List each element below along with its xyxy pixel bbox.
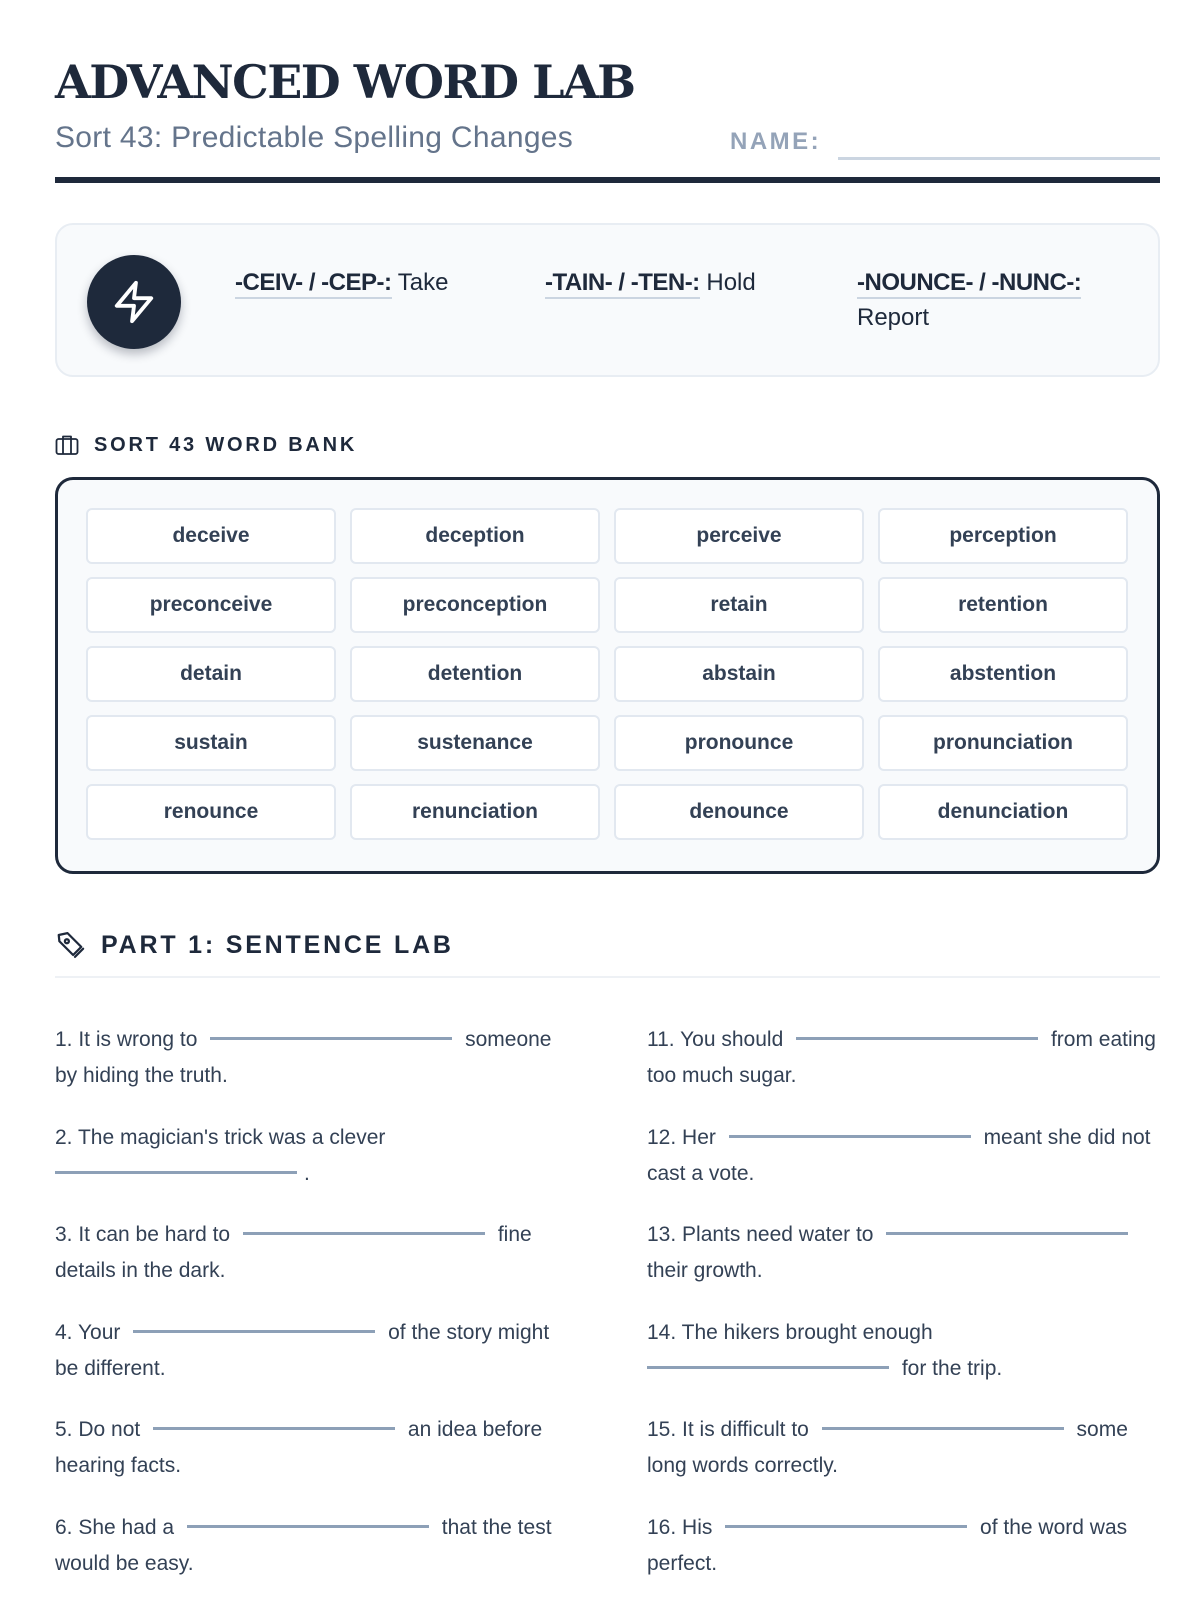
- sentence-text-after: their growth.: [647, 1259, 763, 1282]
- page-subtitle: Sort 43: Predictable Spelling Changes: [55, 121, 574, 154]
- sentence-item: [55, 1510, 565, 1600]
- word-chip: abstain: [614, 646, 864, 702]
- answer-blank[interactable]: [796, 1037, 1038, 1040]
- worksheet-page: [55, 0, 1160, 1575]
- word-chip: denounce: [614, 784, 864, 840]
- answer-blank[interactable]: [243, 1232, 485, 1235]
- sentence-text-after: of the story might be different.: [55, 1320, 550, 1380]
- sentence-text-before: 16. His: [647, 1515, 713, 1539]
- sentence-item: [647, 1315, 1157, 1413]
- sentence-item: [55, 1217, 565, 1315]
- sentence-text-before: 15. It is difficult to: [647, 1418, 809, 1441]
- answer-blank[interactable]: [729, 1135, 971, 1138]
- sentence-text-before: 5. Do not: [55, 1418, 141, 1441]
- word-chip: deception: [350, 508, 600, 564]
- word-chip: renunciation: [350, 784, 600, 840]
- sentences-right-column: [647, 1022, 1157, 1600]
- sentence-text-before: 2. The magician's trick was a clever: [55, 1125, 386, 1149]
- sentence-item: [647, 1022, 1157, 1120]
- word-chip: detain: [86, 646, 336, 702]
- word-chip: preconceive: [86, 577, 336, 633]
- word-chip: pronounce: [614, 715, 864, 771]
- sentence-text-before: 12. Her: [647, 1125, 716, 1149]
- root-meaning: Take: [397, 269, 449, 296]
- root-key: -TAIN- / -TEN-:: [545, 269, 700, 299]
- word-bank-title: SORT 43 WORD BANK: [94, 433, 358, 456]
- word-chip: perceive: [614, 508, 864, 564]
- roots-card: [55, 223, 1160, 377]
- sentence-text-before: 13. Plants need water to: [647, 1223, 874, 1246]
- root-tain: [545, 265, 756, 300]
- answer-blank[interactable]: [55, 1171, 297, 1174]
- root-key: -CEIV- / -CEP-:: [235, 269, 392, 299]
- sentence-text-before: 1. It is wrong to: [55, 1028, 198, 1051]
- sentence-item: [55, 1022, 565, 1120]
- word-chip: sustenance: [350, 715, 600, 771]
- word-chip: retention: [878, 577, 1128, 633]
- answer-blank[interactable]: [725, 1525, 967, 1528]
- sentence-text-after: someone by hiding the truth.: [55, 1028, 552, 1087]
- answer-blank[interactable]: [153, 1427, 395, 1430]
- briefcase-icon: [55, 434, 79, 456]
- answer-blank[interactable]: [886, 1232, 1128, 1235]
- word-bank-heading: [55, 432, 357, 458]
- word-chip: retain: [614, 577, 864, 633]
- pen-tool-icon: [55, 930, 85, 960]
- sentence-text-after: fine details in the dark.: [55, 1223, 532, 1282]
- divider: [55, 976, 1160, 978]
- sentence-text-after: meant she did not cast a vote.: [647, 1125, 1151, 1185]
- word-chip: renounce: [86, 784, 336, 840]
- sentence-item: [647, 1217, 1157, 1315]
- sentence-text-after: for the trip.: [901, 1356, 1003, 1380]
- word-chip: pronunciation: [878, 715, 1128, 771]
- name-label: NAME:: [730, 128, 822, 155]
- sentence-item: [647, 1510, 1157, 1600]
- answer-blank[interactable]: [822, 1427, 1064, 1430]
- sentences-left-column: [55, 1022, 565, 1600]
- root-meaning: Hold: [706, 269, 756, 296]
- sentence-text-before: 14. The hikers brought enough: [647, 1320, 933, 1344]
- sentence-text-after: .: [304, 1161, 310, 1185]
- sentence-text-after: an idea before hearing facts.: [55, 1418, 543, 1477]
- sentence-item: [647, 1412, 1157, 1510]
- header: [55, 0, 1160, 183]
- word-chip: deceive: [86, 508, 336, 564]
- word-chip: denunciation: [878, 784, 1128, 840]
- sentence-text-after: some long words correctly.: [647, 1418, 1128, 1477]
- answer-blank[interactable]: [133, 1330, 375, 1333]
- word-chip: preconception: [350, 577, 600, 633]
- sentence-text-before: 4. Your: [55, 1320, 121, 1344]
- word-chip: sustain: [86, 715, 336, 771]
- sentence-item: [647, 1120, 1157, 1218]
- word-chip: abstention: [878, 646, 1128, 702]
- root-ceiv: [235, 265, 448, 300]
- sentence-text-after: that the test would be easy.: [55, 1515, 552, 1575]
- page-title: ADVANCED WORD LAB: [55, 55, 635, 109]
- part1-title: PART 1: SENTENCE LAB: [101, 930, 454, 959]
- root-nounce: [857, 265, 1117, 335]
- sentence-item: [55, 1315, 565, 1413]
- part1-heading: [55, 928, 454, 962]
- name-input-line[interactable]: [838, 157, 1160, 160]
- word-bank-grid: [86, 508, 1128, 840]
- word-chip: detention: [350, 646, 600, 702]
- sentence-item: [55, 1120, 565, 1218]
- sentence-text-after: of the word was perfect.: [647, 1515, 1128, 1575]
- answer-blank[interactable]: [187, 1525, 429, 1528]
- answer-blank[interactable]: [647, 1366, 889, 1369]
- sentence-text-after: from eating too much sugar.: [647, 1028, 1156, 1087]
- sentence-text-before: 3. It can be hard to: [55, 1223, 231, 1246]
- word-chip: perception: [878, 508, 1128, 564]
- root-key: -NOUNCE- / -NUNC-:: [857, 269, 1081, 299]
- sentence-text-before: 11. You should: [647, 1028, 784, 1051]
- root-meaning: Report: [857, 304, 930, 331]
- lightning-bolt-icon: [87, 255, 181, 349]
- sentence-item: [55, 1412, 565, 1510]
- word-bank: [55, 477, 1160, 874]
- sentence-text-before: 6. She had a: [55, 1515, 175, 1539]
- answer-blank[interactable]: [210, 1037, 452, 1040]
